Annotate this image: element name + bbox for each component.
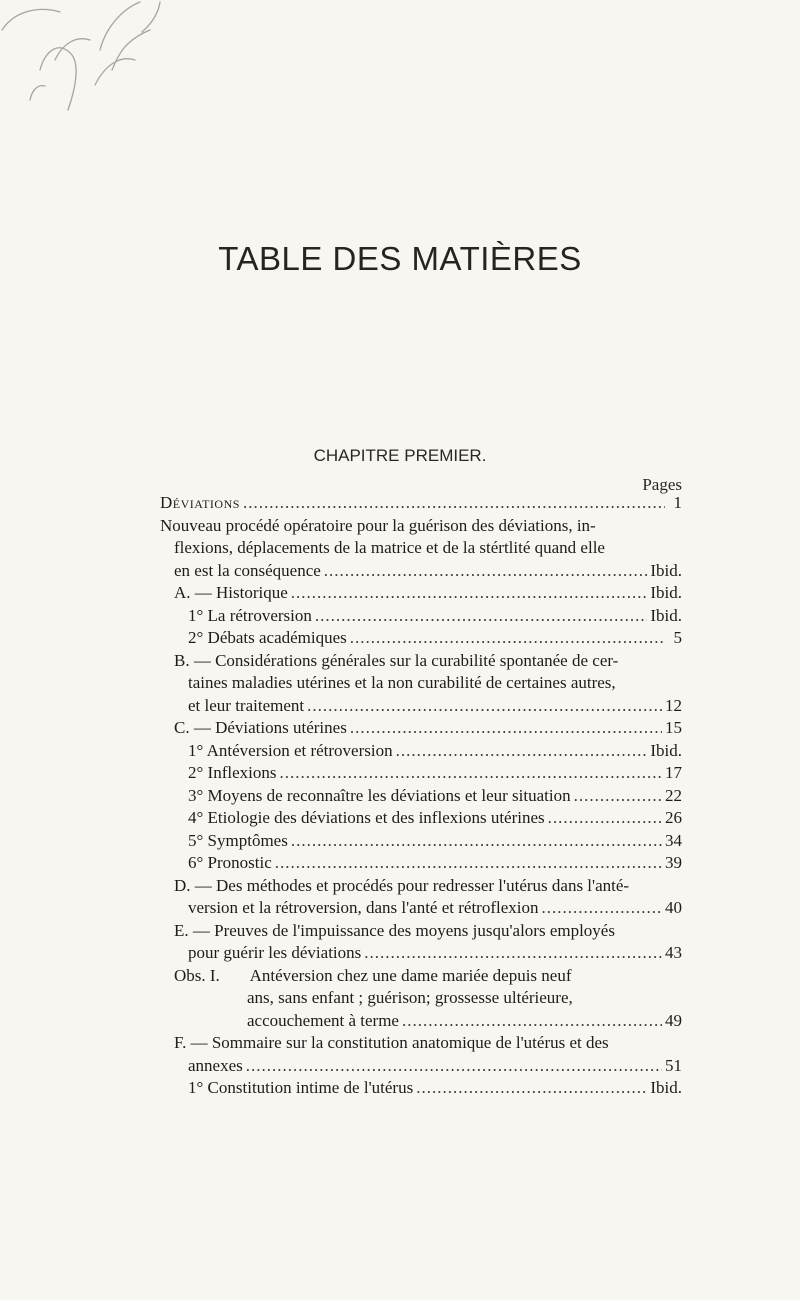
toc-page-number: 39 [665,853,682,872]
toc-entry-text-line: D. — Des méthodes et procédés pour redresser l'utérus dans l'anté- [174,875,630,895]
toc-entry-text-line: version et la rétroversion, dans l'anté et rétroflexion [188,898,539,917]
toc-entry-text: A. — Historique [174,583,288,602]
toc-entry-deviations-uterines [160,717,682,740]
toc-page-number: 43 [665,943,682,962]
toc-entry-retroversion [160,605,682,628]
leader-dots [279,762,662,785]
toc-entry-text: 3° Moyens de reconnaître les déviations et leur situation [188,785,571,805]
toc-page-number: 40 [665,898,682,917]
toc-entry-etiologie [160,807,682,830]
toc-entry-observation-1 [160,965,682,1033]
toc-entry-debats [160,627,682,650]
leader-dots [291,830,662,853]
leader-dots [243,492,665,515]
toc-entry-text-line: taines maladies utérines et la non curabilité de certaines autres, [188,673,616,692]
toc-entry-text: Déviations [160,493,240,512]
toc-entry-text: 4° Etiologie des déviations et des inflexions utérines [188,808,545,827]
toc-page-number: 49 [665,1010,682,1030]
chapter-heading: CHAPITRE PREMIER. [313,446,487,465]
toc-page-number: 51 [665,1055,682,1075]
toc-entry-anteversion [160,740,682,763]
toc-entry-text-line: B. — Considérations générales sur la curabilité spontanée de cer- [174,650,619,670]
toc-entry-pronostic [160,852,682,875]
toc-entry-text-line: ans, sans enfant ; guérison; grossesse ultérieure, [247,988,573,1007]
toc-page-number: Ibid. [650,1078,682,1097]
leader-dots [275,852,662,875]
toc-entry-text-line: et leur traitement [188,695,305,715]
toc-entry-text-line: Nouveau procédé opératoire pour la guérison des déviations, in- [160,515,596,535]
pencil-scribble-mark [0,0,170,130]
toc-entry-text-line: E. — Preuves de l'impuissance des moyens jusqu'alors employés [174,920,615,940]
pages-column-header: Pages [642,475,682,494]
leader-dots [416,1077,647,1100]
toc-page-number: Ibid. [650,583,682,602]
toc-entry-constitution [160,1077,682,1100]
toc-entry-historique [160,582,682,605]
leader-dots [315,605,647,628]
toc-entry-text: 2° Débats académiques [188,628,347,647]
toc-page-number: 26 [665,808,682,827]
toc-page-number: 17 [665,763,682,782]
toc-entry-symptomes [160,830,682,853]
leader-dots [350,627,665,650]
toc-entry-sommaire [160,1032,682,1077]
leader-dots [291,582,648,605]
leader-dots [542,897,663,920]
leader-dots [364,942,662,965]
toc-entry-text: 1° La rétroversion [188,605,312,625]
page-title: TABLE DES MATIÈRES [218,240,582,277]
leader-dots [307,695,662,718]
toc-entry-methodes [160,875,682,920]
toc-page-number: 5 [673,628,682,647]
toc-page-number: 22 [665,785,682,805]
leader-dots [246,1055,662,1078]
leader-dots [324,560,648,583]
toc-entry-text: 2° Inflexions [188,763,277,782]
toc-entry-preuves [160,920,682,965]
toc-entry-deviations [160,492,682,515]
table-of-contents [160,492,682,1100]
toc-page-number: 12 [665,695,682,715]
toc-page-number: 15 [665,718,682,737]
toc-page-number: 34 [665,830,682,850]
toc-entry-text-line [174,965,682,988]
toc-entry-moyens [160,785,682,808]
toc-entry-considerations [160,650,682,718]
toc-entry-text: 5° Symptômes [188,830,288,850]
leader-dots [396,740,648,763]
leader-dots [548,807,662,830]
leader-dots [350,717,662,740]
leader-dots [574,785,662,808]
toc-page-number: Ibid. [650,605,682,625]
toc-page-number: Ibid. [650,740,682,760]
toc-entry-text: 1° Constitution intime de l'utérus [188,1078,414,1097]
toc-entry-text: 1° Antéversion et rétroversion [188,740,393,760]
toc-page-number: 1 [673,493,682,512]
toc-page-number: Ibid. [650,560,682,580]
leader-dots [402,1010,662,1033]
toc-entry-text-line: annexes [188,1055,243,1075]
toc-entry-text-line: pour guérir les déviations [188,943,362,962]
observation-text: Antéversion chez une dame mariée depuis neuf [249,965,572,985]
toc-entry-text-line: accouchement à terme [247,1010,399,1030]
toc-entry-text-line: flexions, déplacements de la matrice et de la stértlité quand elle [174,538,605,557]
toc-entry-inflexions [160,762,682,785]
observation-label: Obs. I. [174,965,220,985]
toc-entry-text-line: en est la conséquence [174,560,321,580]
toc-entry-text-line: F. — Sommaire sur la constitution anatomique de l'utérus et des [174,1033,609,1052]
toc-entry-text: C. — Déviations utérines [174,718,347,737]
toc-entry-nouveau-procede [160,515,682,583]
toc-entry-text: 6° Pronostic [188,853,272,872]
